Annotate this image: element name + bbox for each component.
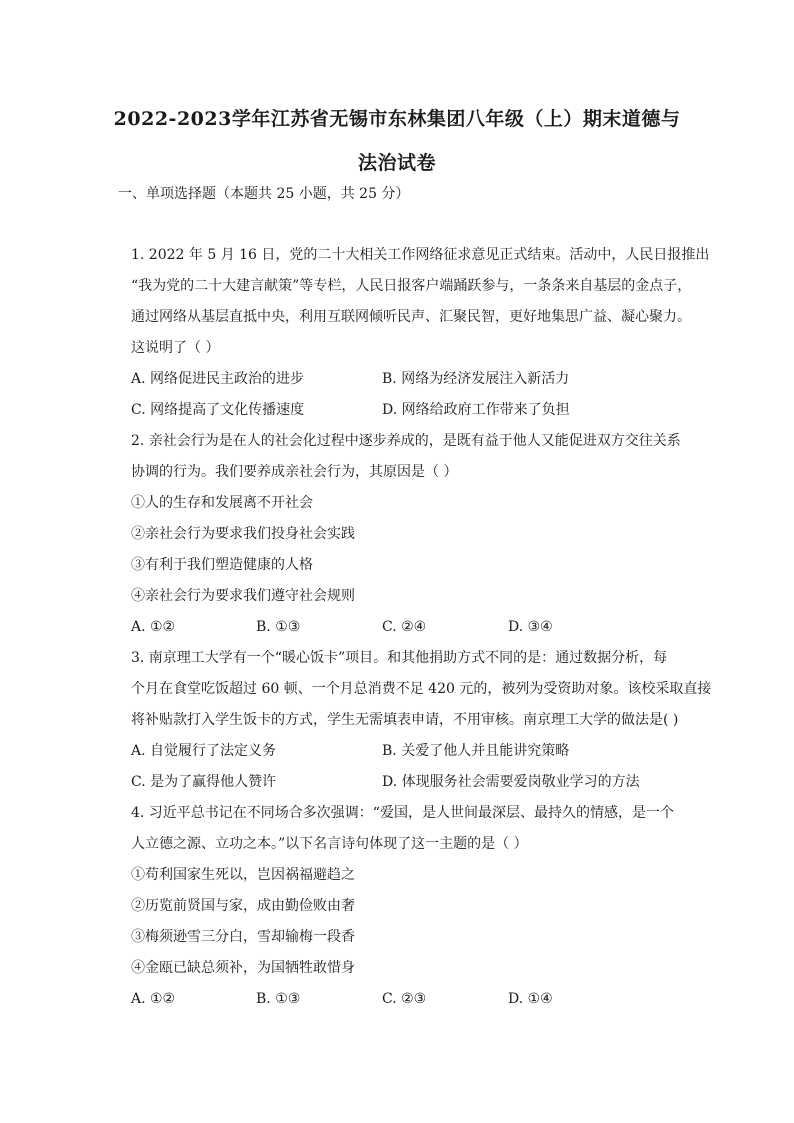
question-3-option-a: A. 自觉履行了法定义务 — [131, 743, 277, 759]
question-2-option-c: C. ②④ — [382, 619, 427, 635]
question-3-line-2: 个月在食堂吃饭超过 60 顿、一个月总消费不足 420 元的，被列为受资助对象。该校采取直接 — [131, 681, 712, 697]
question-2-option-a: A. ①② — [131, 619, 176, 635]
question-4-statement-4: ④金瓯已缺总须补，为国牺牲敢惜身 — [131, 960, 355, 976]
question-3-option-d: D. 体现服务社会需要爱岗敬业学习的方法 — [382, 774, 640, 790]
question-1-option-b: B. 网络为经济发展注入新活力 — [382, 371, 570, 387]
question-4-statement-3: ③梅须逊雪三分白，雪却输梅一段香 — [131, 929, 355, 945]
section-heading: 一、单项选择题（本题共 25 小题，共 25 分） — [118, 186, 410, 202]
question-3-line-1: 3. 南京理工大学有一个“暖心饭卡”项目。和其他捐助方式不同的是：通过数据分析，每 — [131, 650, 668, 666]
question-4-statement-2: ②历览前贤国与家，成由勤俭败由奢 — [131, 898, 355, 914]
question-2-option-b: B. ①③ — [256, 619, 301, 635]
question-1-line-3: 通过网络从基层直抵中央，利用互联网倾听民声、汇聚民智，更好地集思广益、凝心聚力。 — [131, 309, 691, 325]
question-2-line-2: 协调的行为。我们要养成亲社会行为，其原因是（ ） — [131, 464, 458, 480]
question-1-option-d: D. 网络给政府工作带来了负担 — [382, 402, 570, 418]
question-1-line-4: 这说明了（ ） — [131, 340, 220, 356]
question-2-statement-1: ①人的生存和发展离不开社会 — [131, 495, 313, 511]
exam-title-line2: 法治试卷 — [357, 152, 436, 174]
exam-title-line1: 2022-2023学年江苏省无锡市东林集团八年级（上）期末道德与 — [113, 108, 681, 130]
question-3-line-3: 将补贴款打入学生饭卡的方式，学生无需填表申请，不用审核。南京理工大学的做法是( ) — [131, 712, 679, 728]
question-4-option-d: D. ①④ — [508, 991, 553, 1007]
question-1-option-a: A. 网络促进民主政治的进步 — [131, 371, 305, 387]
question-4-option-a: A. ①② — [131, 991, 176, 1007]
question-2-statement-4: ④亲社会行为要求我们遵守社会规则 — [131, 588, 355, 604]
question-3-option-c: C. 是为了赢得他人赞许 — [131, 774, 277, 790]
question-2-statement-2: ②亲社会行为要求我们投身社会实践 — [131, 526, 355, 542]
question-1-option-c: C. 网络提高了文化传播速度 — [131, 402, 305, 418]
question-2-statement-3: ③有利于我们塑造健康的人格 — [131, 557, 313, 573]
question-1-line-1: 1. 2022 年 5 月 16 日，党的二十大相关工作网络征求意见正式结束。活动中，人民日报推出 — [131, 247, 710, 263]
question-4-statement-1: ①苟利国家生死以，岂因祸福避趋之 — [131, 867, 355, 883]
question-2-option-d: D. ③④ — [508, 619, 553, 635]
question-2-line-1: 2. 亲社会行为是在人的社会化过程中逐步养成的，是既有益于他人又能促进双方交往关系 — [131, 433, 681, 449]
question-4-option-c: C. ②③ — [382, 991, 427, 1007]
question-4-line-2: 人立德之源、立功之本。”以下名言诗句体现了这一主题的是（ ） — [131, 836, 528, 852]
question-1-line-2: “我为党的二十大建言献策”等专栏，人民日报客户端踊跃参与，一条条来自基层的金点子， — [131, 278, 692, 294]
question-4-option-b: B. ①③ — [256, 991, 301, 1007]
question-4-line-1: 4. 习近平总书记在不同场合多次强调：“爱国，是人世间最深层、最持久的情感，是一个 — [131, 805, 674, 821]
question-3-option-b: B. 关爱了他人并且能讲究策略 — [382, 743, 570, 759]
